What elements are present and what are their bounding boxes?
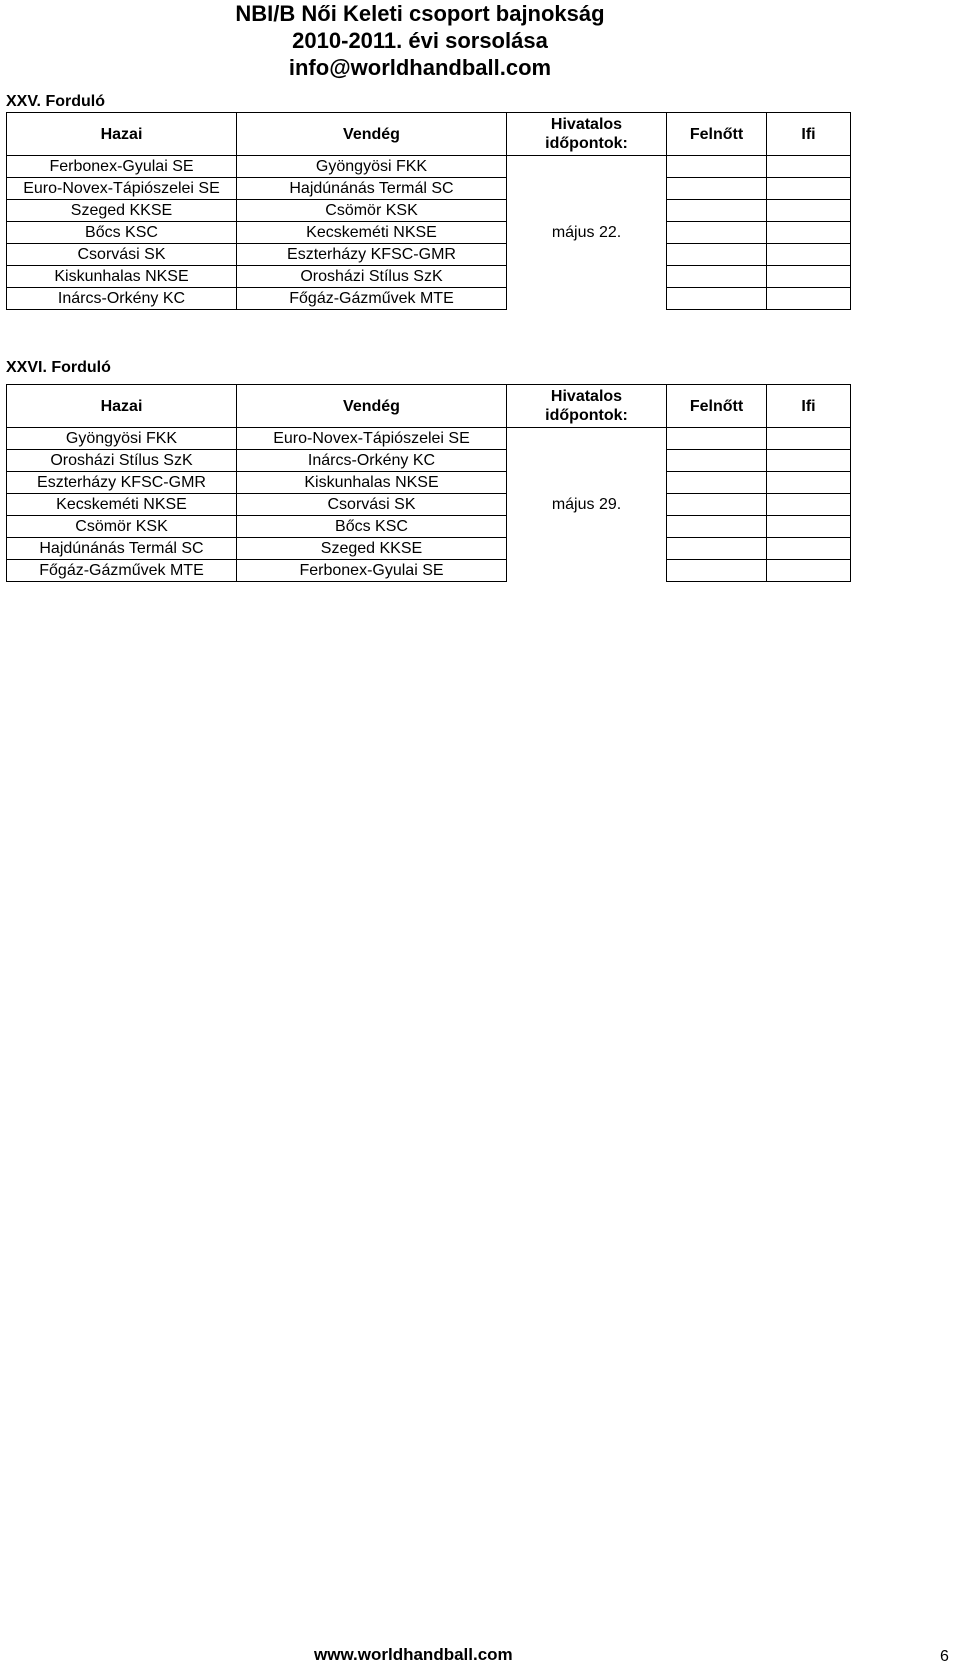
header-email: info@worldhandball.com [288,55,552,80]
table-row [7,222,851,244]
page-header [200,0,640,81]
away-team: Gyöngyösi FKK [237,156,507,178]
home-team: Ferbonex-Gyulai SE [7,156,237,178]
away-team: Eszterházy KFSC-GMR [237,244,507,266]
col-adult: Felnőtt [667,113,767,156]
table-row [7,472,851,494]
col-away: Vendég [237,113,507,156]
table-row [7,200,851,222]
round-date: május 29. [551,496,622,513]
table-row [7,178,851,200]
col-away: Vendég [237,385,507,428]
away-team: Kecskeméti NKSE [237,222,507,244]
home-team: Kecskeméti NKSE [7,494,237,516]
away-team: Hajdúnánás Termál SC [237,178,507,200]
home-team: Bőcs KSC [7,222,237,244]
round-table-xxv [6,112,851,310]
home-team: Csömör KSK [7,516,237,538]
col-youth: Ifi [767,113,851,156]
header-season: 2010-2011. évi sorsolása [292,28,548,53]
away-team: Euro-Novex-Tápiószelei SE [237,428,507,450]
away-team: Orosházi Stílus SzK [237,266,507,288]
table-row [7,288,851,310]
away-team: Csorvási SK [237,494,507,516]
header-title: NBI/B Női Keleti csoport bajnokság [235,1,605,26]
home-team: Főgáz-Gázművek MTE [7,560,237,582]
table-row [7,494,851,516]
round-date: május 22. [551,224,622,241]
col-home: Hazai [7,385,237,428]
away-team: Inárcs-Orkény KC [237,450,507,472]
away-team: Szeged KKSE [237,538,507,560]
home-team: Eszterházy KFSC-GMR [7,472,237,494]
away-team: Bőcs KSC [237,516,507,538]
table-row [7,538,851,560]
col-adult: Felnőtt [667,385,767,428]
footer-website: www.worldhandball.com [314,1645,513,1664]
table-header-row [7,385,851,428]
table-row [7,450,851,472]
table-row [7,516,851,538]
home-team: Csorvási SK [7,244,237,266]
away-team: Ferbonex-Gyulai SE [237,560,507,582]
home-team: Inárcs-Orkény KC [7,288,237,310]
home-team: Kiskunhalas NKSE [7,266,237,288]
table-row [7,266,851,288]
round-title-xxv: XXV. Forduló [6,93,105,110]
away-team: Főgáz-Gázművek MTE [237,288,507,310]
home-team: Orosházi Stílus SzK [7,450,237,472]
round-title-xxvi: XXVI. Forduló [6,359,111,376]
away-team: Kiskunhalas NKSE [237,472,507,494]
table-row [7,428,851,450]
table-row [7,560,851,582]
home-team: Gyöngyösi FKK [7,428,237,450]
page-number: 6 [940,1648,949,1665]
home-team: Euro-Novex-Tápiószelei SE [7,178,237,200]
col-official-times: Hivatalos időpontok: [507,113,667,156]
table-row [7,156,851,178]
home-team: Szeged KKSE [7,200,237,222]
col-youth: Ifi [767,385,851,428]
round-table-xxvi [6,384,851,582]
away-team: Csömör KSK [237,200,507,222]
home-team: Hajdúnánás Termál SC [7,538,237,560]
col-home: Hazai [7,113,237,156]
col-official-times: Hivatalos időpontok: [507,385,667,428]
table-header-row [7,113,851,156]
table-row [7,244,851,266]
